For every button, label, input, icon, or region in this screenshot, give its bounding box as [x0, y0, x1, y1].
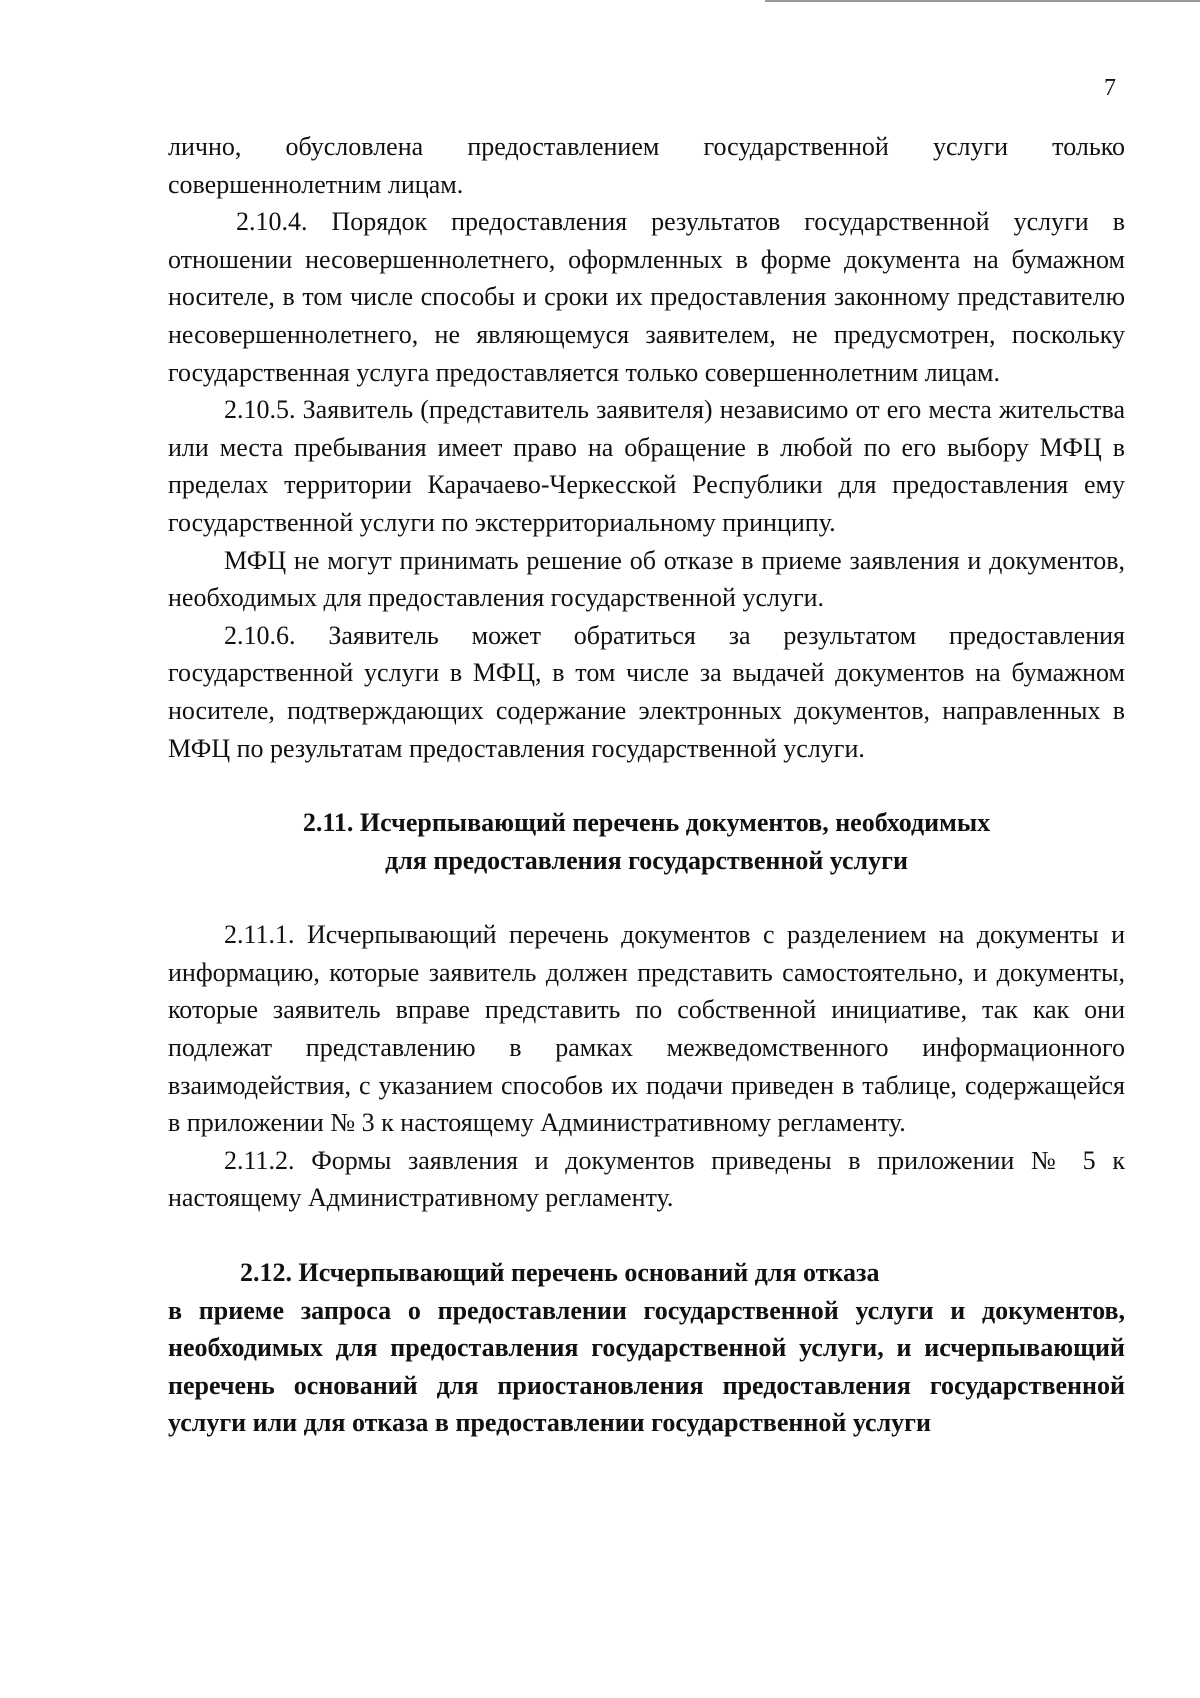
paragraph-2-10-6: 2.10.6. Заявитель может обратиться за результатом предоставления государственной услуги в МФЦ, в том числе за выдачей документов на бумажном носителе, подтверждающих содержание электронных документов, направленных в МФЦ по результатам предоставления государственной услуги.	[168, 620, 1125, 763]
section-heading-2-11	[168, 804, 1125, 879]
section-heading-2-12	[168, 1254, 1125, 1442]
paragraph-2-11-2: 2.11.2. Формы заявления и документов приведены в приложении № 5 к настоящему Административному регламенту.	[168, 1145, 1125, 1213]
section-heading-2-11-line1: 2.11. Исчерпывающий перечень документов, необходимых	[302, 808, 991, 838]
document-body	[168, 128, 1125, 1442]
section-heading-2-11-line2: для предоставления государственной услуги	[385, 845, 908, 875]
paragraph-2-10-4: 2.10.4. Порядок предоставления результатов государственной услуги в отношении несовершеннолетнего, оформленных в форме документа на бумажном носителе, в том числе способы и сроки их предоставления законному представителю несовершеннолетнего, не являющемуся заявителем, не предусмотрен, поскольку государственная услуга предоставляется только совершеннолетним лицам.	[168, 207, 1125, 387]
section-heading-2-12-line1: 2.12. Исчерпывающий перечень оснований для отказа	[240, 1258, 880, 1288]
paragraph-2-10-5: 2.10.5. Заявитель (представитель заявителя) независимо от его места жительства или места пребывания имеет право на обращение в любой по его выбору МФЦ в пределах территории Карачаево-Черкесской Республики для предоставления ему государственной услуги по экстерриториальному принципу.	[168, 395, 1125, 537]
paragraph-continuation: лично, обусловлена предоставлением государственной услуги только совершеннолетним лицам.	[168, 132, 1125, 199]
section-heading-2-12-rest: в приеме запроса о предоставлении государственной услуги и документов, необходимых для предоставления государственной услуги, и исчерпывающий перечень оснований для приостановления предоставления государственной услуги или для отказа в предоставлении государственной услуги	[168, 1295, 1125, 1438]
page-number: 7	[1104, 75, 1116, 101]
scan-edge-line	[765, 0, 1200, 2]
paragraph-2-11-1: 2.11.1. Исчерпывающий перечень документов с разделением на документы и информацию, которые заявитель должен представить самостоятельно, и документы, которые заявитель вправе представить по собственной инициативе, так как они подлежат представлению в рамках межведомственного информационного взаимодействия, с указанием способов их подачи приведен в таблице, содержащейся в приложении № 3 к настоящему Административному регламенту.	[168, 920, 1125, 1138]
paragraph-mfc-refusal: МФЦ не могут принимать решение об отказе в приеме заявления и документов, необходимых для предоставления государственной услуги.	[168, 545, 1125, 613]
